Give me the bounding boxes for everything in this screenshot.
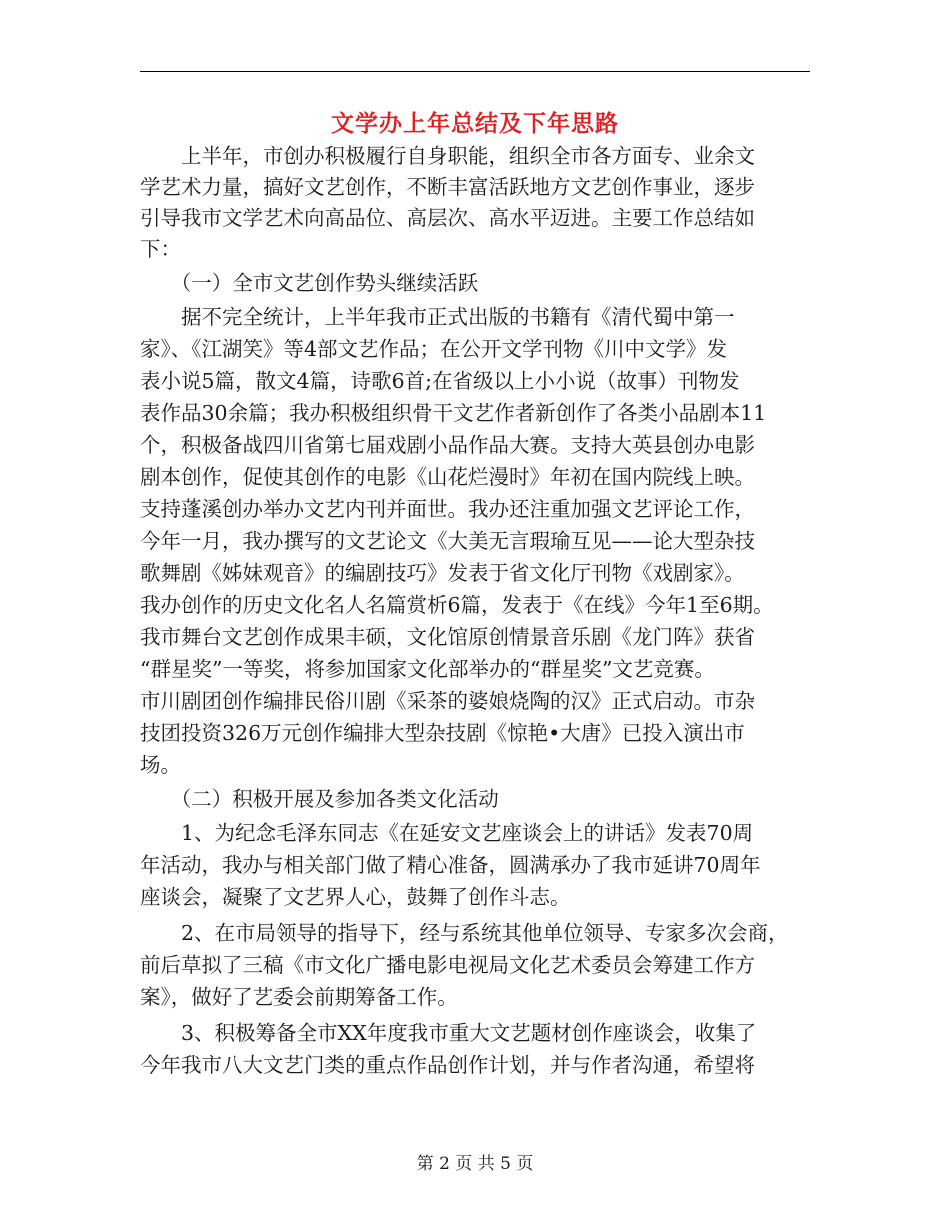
text-line: 今年一月，我办撰写的文艺论文《大美无言瑕瑜互见——论大型杂技	[140, 529, 755, 553]
text-line: 表作品30余篇；我办积极组织骨干文艺作者新创作了各类小品剧本11	[140, 401, 767, 425]
text-line: 座谈会，凝聚了文艺界人心，鼓舞了创作斗志。	[140, 885, 571, 909]
text-line: 剧本创作，促使其创作的电影《山花烂漫时》年初在国内院线上映。	[140, 465, 755, 489]
text-line: 学艺术力量，搞好文艺创作，不断丰富活跃地方文艺创作事业，逐步	[140, 175, 755, 199]
text-line: 据不完全统计，上半年我市正式出版的书籍有《清代蜀中第一	[140, 305, 735, 329]
text-line: 技团投资326万元创作编排大型杂技剧《惊艳•大唐》已投入演出市	[140, 721, 745, 745]
text-line: 歌舞剧《姊妹观音》的编剧技巧》发表于省文化厅刊物《戏剧家》。	[140, 561, 745, 585]
text-line: 案》，做好了艺委会前期筹备工作。	[140, 985, 458, 1009]
text-line: 支持蓬溪创办举办文艺内刊并面世。我办还注重加强文艺评论工作，	[140, 497, 755, 521]
text-line: “群星奖”一等奖，将参加国家文化部举办的“群星奖”文艺竞赛。	[140, 657, 715, 681]
section-heading-1: （一）全市文艺创作势头继续活跃	[140, 271, 479, 295]
text-line: 2、在市局领导的指导下，经与系统其他单位领导、专家多次会商，	[140, 921, 789, 945]
text-line: 下：	[140, 237, 181, 261]
text-line: 市川剧团创作编排民俗川剧《采茶的婆娘烧陶的汉》正式启动。市杂	[140, 689, 755, 713]
text-line: 3、积极筹备全市XX年度我市重大文艺题材创作座谈会，收集了	[140, 1021, 757, 1045]
header-rule	[140, 71, 810, 72]
text-line: 1、为纪念毛泽东同志《在延安文艺座谈会上的讲话》发表70周	[140, 821, 754, 845]
text-line: 场。	[140, 753, 181, 777]
text-line: 前后草拟了三稿《市文化广播电影电视局文化艺术委员会筹建工作方	[140, 953, 755, 977]
text-line: 我市舞台文艺创作成果丰硕，文化馆原创情景音乐剧《龙门阵》获省	[140, 625, 755, 649]
text-line: 上半年，市创办积极履行自身职能，组织全市各方面专、业余文	[140, 144, 755, 168]
text-line: 今年我市八大文艺门类的重点作品创作计划，并与作者沟通，希望将	[140, 1053, 755, 1077]
text-line: 表小说5篇，散文4篇，诗歌6首;在省级以上小小说（故事）刊物发	[140, 369, 740, 393]
text-line: 年活动，我办与相关部门做了精心准备，圆满承办了我市延讲70周年	[140, 853, 761, 877]
document-title: 文学办上年总结及下年思路	[331, 110, 619, 137]
section-heading-2: （二）积极开展及参加各类文化活动	[140, 787, 499, 811]
text-line: 家》、《江湖笑》等4部文艺作品；在公开文学刊物《川中文学》发	[140, 337, 728, 361]
text-line: 个，积极备战四川省第七届戏剧小品作品大赛。支持大英县创办电影	[140, 433, 755, 457]
text-line: 我办创作的历史文化名人名篇赏析6篇，发表于《在线》今年1至6期。	[140, 593, 774, 617]
page-number-footer: 第 2 页 共 5 页	[416, 1154, 534, 1174]
text-line: 引导我市文学艺术向高品位、高层次、高水平迈进。主要工作总结如	[140, 206, 755, 230]
